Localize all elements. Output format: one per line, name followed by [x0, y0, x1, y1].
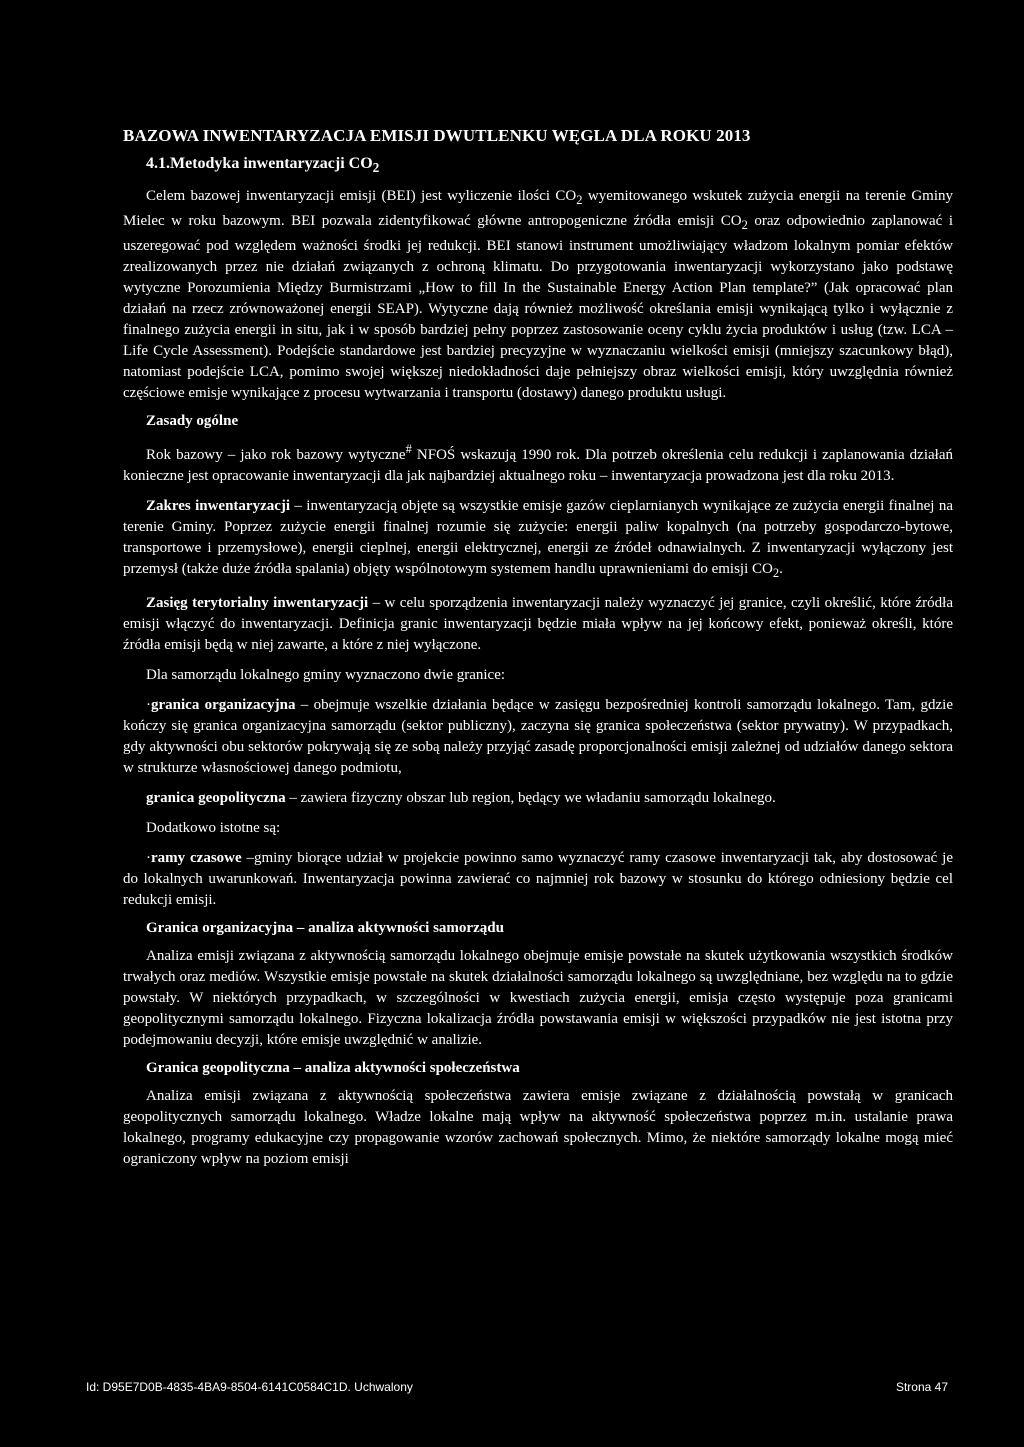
geo-analiza-heading: Granica geopolityczna – analiza aktywności społeczeństwa: [146, 1060, 520, 1077]
zasieg-text: – w celu sporządzenia inwentaryzacji należy wyznaczyć jej granice, czyli określić, które źródła emisji włączyć do inwentaryzacji. Definicja granic inwentaryzacji będzie miała wpływ na jej końcowy efekt, ponieważ określi, które źródła emisji będą w niej zawarte, a które z niej wyłączone.: [123, 595, 954, 654]
zakres-paragraph: [123, 496, 953, 584]
rok-text: Rok bazowy – jako rok bazowy wytyczne: [146, 447, 406, 464]
section-title-text: Metodyka inwentaryzacji CO: [170, 155, 373, 172]
intro-text-1: Celem bazowej inwentaryzacji emisji (BEI) jest wyliczenie ilości CO: [146, 188, 577, 205]
section-title-subscript: 2: [372, 160, 380, 176]
document-page: [123, 126, 953, 1179]
zasady-heading: Zasady ogólne: [146, 413, 239, 430]
ramy-label: ramy czasowe: [151, 850, 242, 867]
geo-analiza-paragraph: Analiza emisji związana z aktywnością społeczeństwa zawiera emisje związane z działalnością powstałą w granicach geopolitycznych samorządu lokalnego. Władze lokalne mają wpływ na aktywność społeczeństwa poprzez m.in. ustalanie prawa lokalnego, programy edukacyjne czy propagowanie wzorów zachowań społecznych. Mimo, że niektóre samorządy lokalne mogą mieć ograniczony wpływ na poziom emisji: [123, 1088, 953, 1168]
ramy-text: –gminy biorące udział w projekcie powinno samo wyznaczyć ramy czasowe inwentaryzacji tak, aby dostosować je do lokalnych uwarunkowań. Inwentaryzacja powinna zawierać co najmniej rok bazowy w stosunku do którego odniesiony będzie cel redukcji emisji.: [123, 850, 953, 909]
dodatkowo-line: Dodatkowo istotne są:: [146, 820, 281, 837]
granica-org-text: – obejmuje wszelkie działania będące w zasięgu bezpośredniej kontroli samorządu lokalnego. Tam, gdzie kończy się granica organizacyjna samorządu (sektor publiczny), zaczyna się granica społeczeństwa (sektor prywatny). W przypadkach, gdy aktywności obu sektorów pokrywają się ze sobą należy przyjąć zasadę proporcjonalności emisji zależnej od udziałów danego sektora w strukturze własnościowej danego podmiotu,: [123, 697, 953, 777]
document-id: Id: D95E7D0B-4835-4BA9-8504-6141C0584C1D. Uchwalony: [86, 1380, 413, 1394]
section-heading: [146, 155, 953, 176]
granica-organizacyjna-paragraph: ·granica organizacyjna – obejmuje wszelkie działania będące w zasięgu bezpośredniej kontroli samorządu lokalnego. Tam, gdzie kończy się granica organizacyjna samorządu (sektor publiczny), zaczyna się granica społeczeństwa (sektor prywatny). W przypadkach, gdy aktywności obu sektorów pokrywają się ze sobą należy przyjąć zasadę proporcjonalności emisji zależnej od udziałów danego sektora w strukturze własnościowej danego podmiotu,: [123, 697, 953, 777]
zakres-text: – inwentaryzacją objęte są wszystkie emisje gazów cieplarnianych wynikające ze zużycia energii finalnej na terenie Gminy. Poprzez zużycie energii finalnej rozumie się zużycie: energii paliw kopalnych (na potrzeby gospodarczo-bytowe, transportowe i przemysłowe), energii cieplnej, energii elektrycznej, energii ze źródeł odnawialnych. Z inwentaryzacji wyłączony jest przemysł (także duże źródła spalania) objęty wspólnotowym systemem handlu uprawnieniami do emisji CO: [123, 498, 953, 578]
rok-superscript: #: [405, 442, 412, 457]
granica-geopolityczna-paragraph: [123, 788, 953, 809]
intro-text-2: wyemitowanego wskutek zużycia energii na terenie Gminy Mielec w roku bazowym. BEI pozwala zidentyfikować główne antropogeniczne źródła emisji CO: [123, 188, 953, 230]
rok-bazowy-paragraph: [123, 439, 953, 487]
intro-subscript-2: 2: [741, 218, 748, 233]
zasieg-paragraph: [123, 593, 953, 656]
zakres-label: Zakres inwentaryzacji: [146, 498, 291, 515]
ramy-czasowe-paragraph: ·ramy czasowe –gminy biorące udział w projekcie powinno samo wyznaczyć ramy czasowe inwentaryzacji tak, aby dostosować je do lokalnych uwarunkowań. Inwentaryzacja powinna zawierać co najmniej rok bazowy w stosunku do którego odniesiony będzie cel redukcji emisji.: [123, 850, 953, 909]
zakres-subscript: 2: [772, 566, 780, 581]
intro-subscript-1: 2: [576, 193, 583, 208]
zasieg-label: Zasięg terytorialny inwentaryzacji: [146, 595, 369, 612]
page-number: Strona 47: [895, 1380, 948, 1394]
intro-text-3: oraz odpowiednio zaplanować i uszeregować pod względem ważności środki jej redukcji. BEI stanowi instrument umożliwiający władzom lokalnym pomiar efektów zrealizowanych przez nie działań związanych z ochroną klimatu. Do przygotowania inwentaryzacji wykorzystano jako podstawę wytyczne Porozumienia Między Burmistrzami „How to fill In the Sustainable Energy Action Plan template?” (Jak opracować plan działań na rzecz zrównoważonej energii SEAP). Wytyczne dają również możliwość określania emisji wynikającą tylko i wyłącznie z finalnego zużycia energii in situ, jak i w sposób bardziej pełny poprzez zastosowanie oceny cyklu życia produktów i usług (tzw. LCA – Life Cycle Assessment). Podejście standardowe jest bardziej precyzyjne w wyznaczaniu wielkości emisji (mniejszy szacunkowy błąd), natomiast podejście LCA, pomimo swojej większej niedokładności daje pełniejszy obraz wielkości emisji, który uwzględnia również częściowe emisje wynikające z procesu wytwarzania i transportu (dostawy) danego produktu usługi.: [123, 213, 953, 402]
section-number: 4.1.: [146, 155, 170, 172]
zakres-text-end: .: [779, 561, 783, 578]
granica-geo-text: – zawiera fizyczny obszar lub region, będący we władaniu samorządu lokalnego.: [285, 790, 776, 807]
org-analiza-paragraph: Analiza emisji związana z aktywnością samorządu lokalnego obejmuje emisje powstałe na skutek użytkowania wszystkich środków trwałych oraz mediów. Wszystkie emisje powstałe na skutek działalności samorządu lokalnego są uwzględniane, bez względu na to gdzie powstały. W niektórych przypadkach, w szczególności w kwestiach zużycia energii, emisja często występuje poza granicami geopolitycznymi samorządu lokalnego. Fizyczna lokalizacja źródła powstawania emisji w większości przypadków nie jest istotna przy podejmowaniu decyzji, które emisje uwzględnić w analizie.: [123, 948, 953, 1049]
page-footer: [86, 1380, 948, 1394]
org-analiza-heading: Granica organizacyjna – analiza aktywności samorządu: [146, 920, 504, 937]
granica-org-label: granica organizacyjna: [151, 697, 296, 714]
granica-geo-label: granica geopolityczna: [146, 790, 286, 807]
page-title: BAZOWA INWENTARYZACJA EMISJI DWUTLENKU WĘGLA DLA ROKU 2013: [123, 126, 751, 145]
granice-intro: Dla samorządu lokalnego gminy wyznaczono dwie granice:: [146, 667, 506, 684]
rok-rest-text: NFOŚ wskazują 1990 rok. Dla potrzeb określenia celu redukcji i zaplanowania działań konieczne jest opracowanie inwentaryzacji dla jak najbardziej aktualnego roku – inwentaryzacja prowadzona jest dla roku 2013.: [123, 447, 953, 485]
intro-paragraph: [123, 186, 953, 404]
